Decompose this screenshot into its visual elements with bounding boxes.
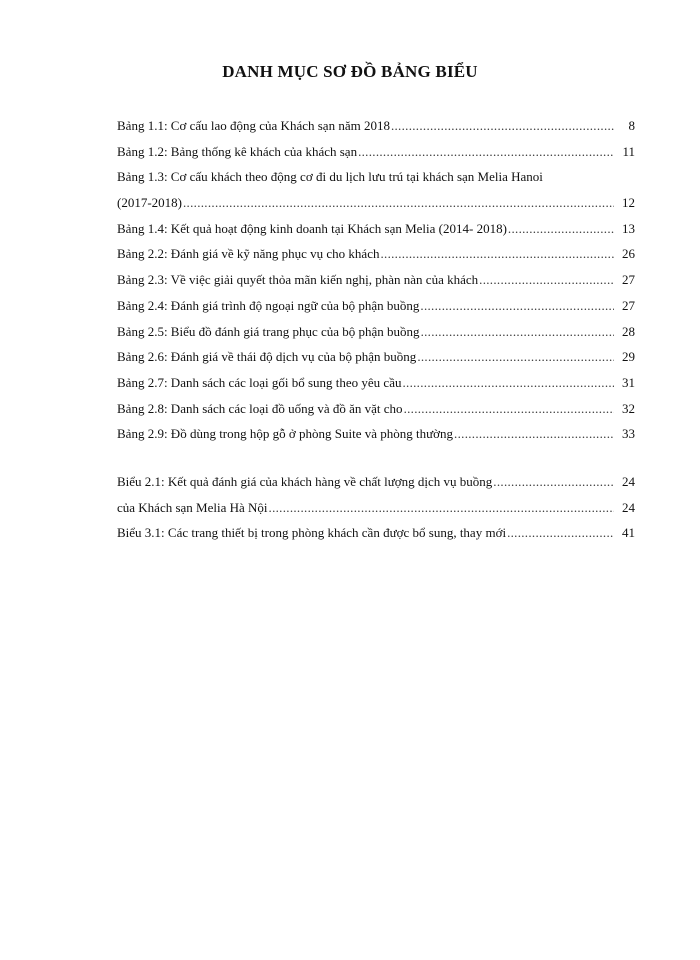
toc-entry[interactable] [117,349,635,375]
dot-leader [508,221,614,237]
dot-leader [391,118,614,134]
entry-page: 8 [628,118,635,133]
entry-page: 32 [622,400,635,416]
entry-label: Biểu 3.1: Các trang thiết bị trong phòng khách cần được bổ sung, thay mới [117,525,507,541]
toc-entry[interactable] [117,401,635,427]
entry-page: 24 [622,499,635,515]
entry-label: (2017-2018) [117,195,182,211]
dot-leader [479,272,614,288]
dot-leader [454,426,614,442]
entry-page: 27 [622,272,635,288]
dot-leader [420,298,614,314]
dot-leader [269,500,614,516]
entry-page: 41 [622,525,635,541]
entry-label: Bảng 1.1: Cơ cấu lao động của Khách sạn năm 2018 [117,118,390,133]
entry-page: 28 [622,323,635,339]
dot-leader [183,195,614,211]
entry-label: Bảng 2.9: Đồ dùng trong hộp gỗ ở phòng Suite và phòng thường [117,426,454,442]
entry-page: 12 [622,195,635,211]
toc-entry[interactable] [117,525,635,551]
dot-leader [380,246,614,262]
dot-leader [402,375,614,391]
dot-leader [421,324,614,340]
entry-label: Bảng 2.8: Danh sách các loại đồ uống và đồ ăn vặt cho [117,400,403,416]
entry-page: 33 [622,426,635,442]
entry-page: 29 [622,349,635,365]
toc-entry[interactable] [117,144,635,170]
dot-leader [493,474,614,490]
entry-label: Bảng 2.5: Biểu đồ đánh giá trang phục của bộ phận buồng [117,323,420,339]
entry-page: 13 [622,220,635,236]
toc-entry-multiline[interactable] [117,169,635,220]
toc-entry[interactable] [117,272,635,298]
toc-entry[interactable] [117,324,635,350]
entry-label-line1: Bảng 1.3: Cơ cấu khách theo động cơ đi du lịch lưu trú tại khách sạn Melia Hanoi [117,169,543,185]
entry-label: Bảng 2.7: Danh sách các loại gối bổ sung theo yêu cầu [117,374,402,390]
toc-entry[interactable] [117,500,635,526]
entry-label: Bảng 1.4: Kết quả hoạt động kinh doanh tại Khách sạn Melia (2014- 2018) [117,220,507,236]
toc-entry[interactable] [117,298,635,324]
entry-label: Bảng 1.2: Bảng thống kê khách của khách sạn [117,143,358,159]
entry-page: 24 [622,474,635,489]
toc-entry[interactable] [117,426,635,452]
entry-label: của Khách sạn Melia Hà Nội [117,499,268,515]
chart-list [117,474,635,551]
entry-label: Bảng 2.2: Đánh giá về kỹ năng phục vụ cho khách [117,246,380,262]
entry-label: Biểu 2.1: Kết quả đánh giá của khách hàng về chất lượng dịch vụ buồng [117,474,493,489]
entry-label: Bảng 2.3: Về việc giải quyết thỏa mãn kiến nghị, phàn nàn của khách [117,272,479,288]
toc-entry[interactable] [117,118,635,144]
entry-page: 27 [622,297,635,313]
entry-label: Bảng 2.6: Đánh giá về thái độ dịch vụ của bộ phận buồng [117,349,417,365]
entry-label: Bảng 2.4: Đánh giá trình độ ngoại ngữ của bộ phận buồng [117,297,420,313]
dot-leader [417,349,614,365]
entry-page: 31 [622,374,635,390]
dot-leader [507,525,614,541]
toc-entry[interactable] [117,246,635,272]
table-list [117,118,635,452]
page-title: DANH MỤC SƠ ĐỒ BẢNG BIỂU [222,62,478,81]
toc-entry[interactable] [117,221,635,247]
dot-leader [404,401,614,417]
entry-page: 26 [622,246,635,262]
entry-page: 11 [622,143,635,159]
toc-entry[interactable] [117,474,635,500]
toc-entry[interactable] [117,375,635,401]
dot-leader [358,144,614,160]
